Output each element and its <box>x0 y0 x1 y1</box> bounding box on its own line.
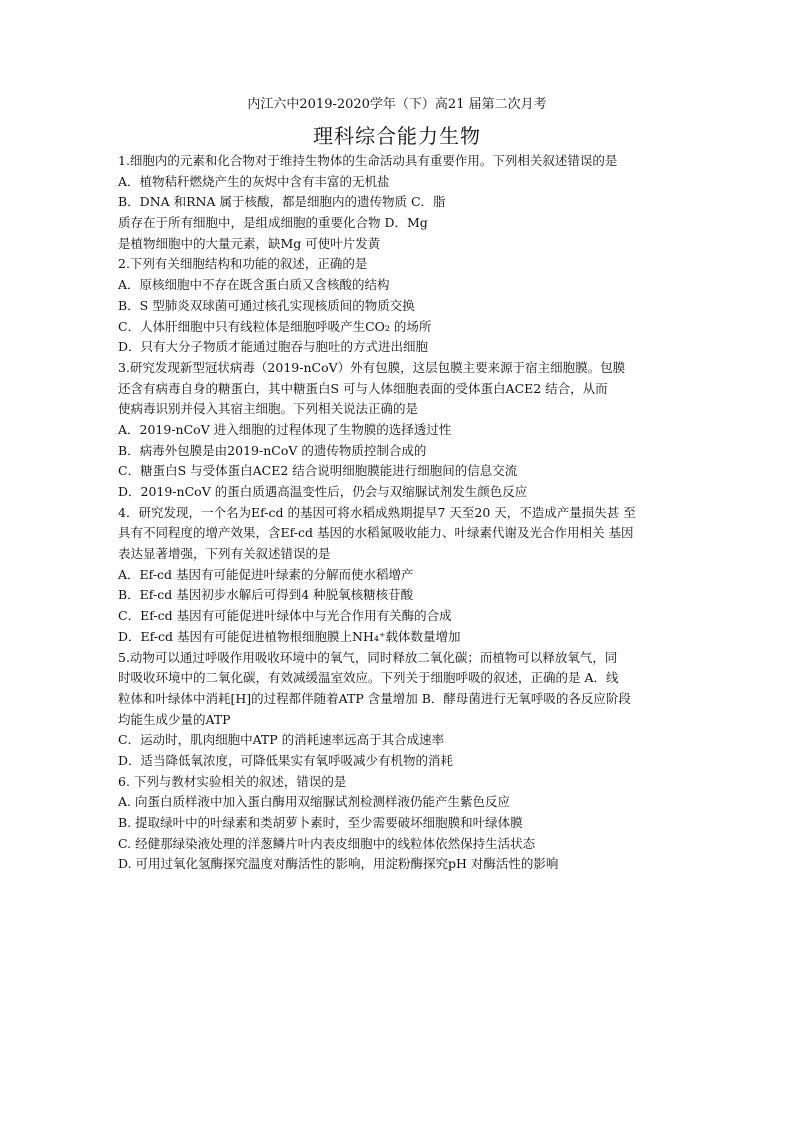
text-line: B. 提取绿叶中的叶绿素和类胡萝卜素时，至少需要破坏细胞膜和叶绿体膜 <box>118 815 523 830</box>
text-line: D．2019-nCoV 的蛋白质遇高温变性后，仍会与双缩脲试剂发生颜色反应 <box>118 484 528 499</box>
text-line: C．Ef-cd 基因有可能促进叶绿体中与光合作用有关酶的合成 <box>118 608 452 624</box>
text-line: C．运动时，肌肉细胞中ATP 的消耗速率远高于其合成速率 <box>118 732 445 748</box>
text-line: 还含有病毒自身的糖蛋白，其中糖蛋白S 可与人体细胞表面的受体蛋白ACE2 结合，从而 <box>118 380 608 396</box>
text-line: 质存在于所有细胞中，是组成细胞的重要化合物 D．Mg <box>118 215 428 231</box>
text-line: 具有不同程度的增产效果，含Ef-cd 基因的水稻氮吸收能力、叶绿素代谢及光合作用相关 基因 <box>118 525 634 541</box>
text-line: 使病毒识别并侵入其宿主细胞。下列相关说法正确的是 <box>118 401 419 417</box>
text-line: 2.下列有关细胞结构和功能的叙述，正确的是 <box>118 256 368 272</box>
exam-header: 内江六中2019-2020学年（下）高21 届第二次月考 <box>247 97 547 112</box>
text-line: 是植物细胞中的大量元素，缺Mg 可使叶片发黄 <box>118 235 381 251</box>
text-line: 表达显著增强，下列有关叙述错误的是 <box>118 546 331 562</box>
text-line: B．病毒外包膜是由2019-nCoV 的遗传物质控制合成的 <box>118 442 427 458</box>
text-line: 5.动物可以通过呼吸作用吸收环境中的氧气，同时释放二氧化碳；而植物可以释放氧气，同 <box>118 649 618 665</box>
text-line: A．2019-nCoV 进入细胞的过程体现了生物膜的选择透过性 <box>118 421 452 437</box>
text-line: C．人体肝细胞中只有线粒体是细胞呼吸产生CO₂ 的场所 <box>118 318 432 334</box>
text-line: B．Ef-cd 基因初步水解后可得到4 种脱氧核糖核苷酸 <box>118 587 414 603</box>
question-body <box>118 151 678 875</box>
text-line: B．DNA 和RNA 属于核酸，都是细胞内的遗传物质 C．脂 <box>118 194 446 210</box>
text-line: 均能生成少量的ATP <box>118 711 231 727</box>
text-line: A. 向蛋白质样液中加入蛋白酶用双缩脲试剂检测样液仍能产生紫色反应 <box>118 794 510 810</box>
text-line: 6. 下列与教材实验相关的叙述，错误的是 <box>118 773 347 789</box>
text-line: 4．研究发现，一个名为Ef-cd 的基因可将水稻成熟期提早7 天至20 天，不造成产量损失甚 至 <box>118 504 636 520</box>
text-line: 1.细胞内的元素和化合物对于维持生物体的生命活动具有重要作用。下列相关叙述错误的是 <box>118 153 618 168</box>
text-line: A．原核细胞中不存在既含蛋白质又含核酸的结构 <box>118 277 390 293</box>
text-line: C. 经健那绿染液处理的洋葱鳞片叶内表皮细胞中的线粒体依然保持生活状态 <box>118 835 536 851</box>
text-line: 粒体和叶绿体中消耗[H]的过程都伴随着ATP 含量增加 B．酵母菌进行无氧呼吸的各反应阶段 <box>118 690 631 706</box>
page-title: 理科综合能力生物 <box>313 124 481 148</box>
text-line: B．S 型肺炎双球菌可通过核孔实现核质间的物质交换 <box>118 297 415 313</box>
text-line: D．Ef-cd 基因有可能促进植物根细胞膜上NH₄⁺载体数量增加 <box>118 628 461 644</box>
text-line: D．只有大分子物质才能通过胞吞与胞吐的方式进出细胞 <box>118 339 429 355</box>
text-line: A．植物秸秆燃烧产生的灰烬中含有丰富的无机盐 <box>118 173 390 189</box>
text-line: 时吸收环境中的二氧化碳，有效减缓温室效应。下列关于细胞呼吸的叙述，正确的是 A．线 <box>118 670 619 686</box>
text-line: D．适当降低氧浓度，可降低果实有氧呼吸减少有机物的消耗 <box>118 752 454 768</box>
text-line: D. 可用过氧化氢酶探究温度对酶活性的影响，用淀粉酶探究pH 对酶活性的影响 <box>118 856 559 872</box>
text-line: C．糖蛋白S 与受体蛋白ACE2 结合说明细胞膜能进行细胞间的信息交流 <box>118 463 518 479</box>
text-line: 3.研究发现新型冠状病毒（2019-nCoV）外有包膜，这层包膜主要来源于宿主细胞膜。包膜 <box>118 359 626 375</box>
text-line: A．Ef-cd 基因有可能促进叶绿素的分解而使水稻增产 <box>118 566 414 582</box>
